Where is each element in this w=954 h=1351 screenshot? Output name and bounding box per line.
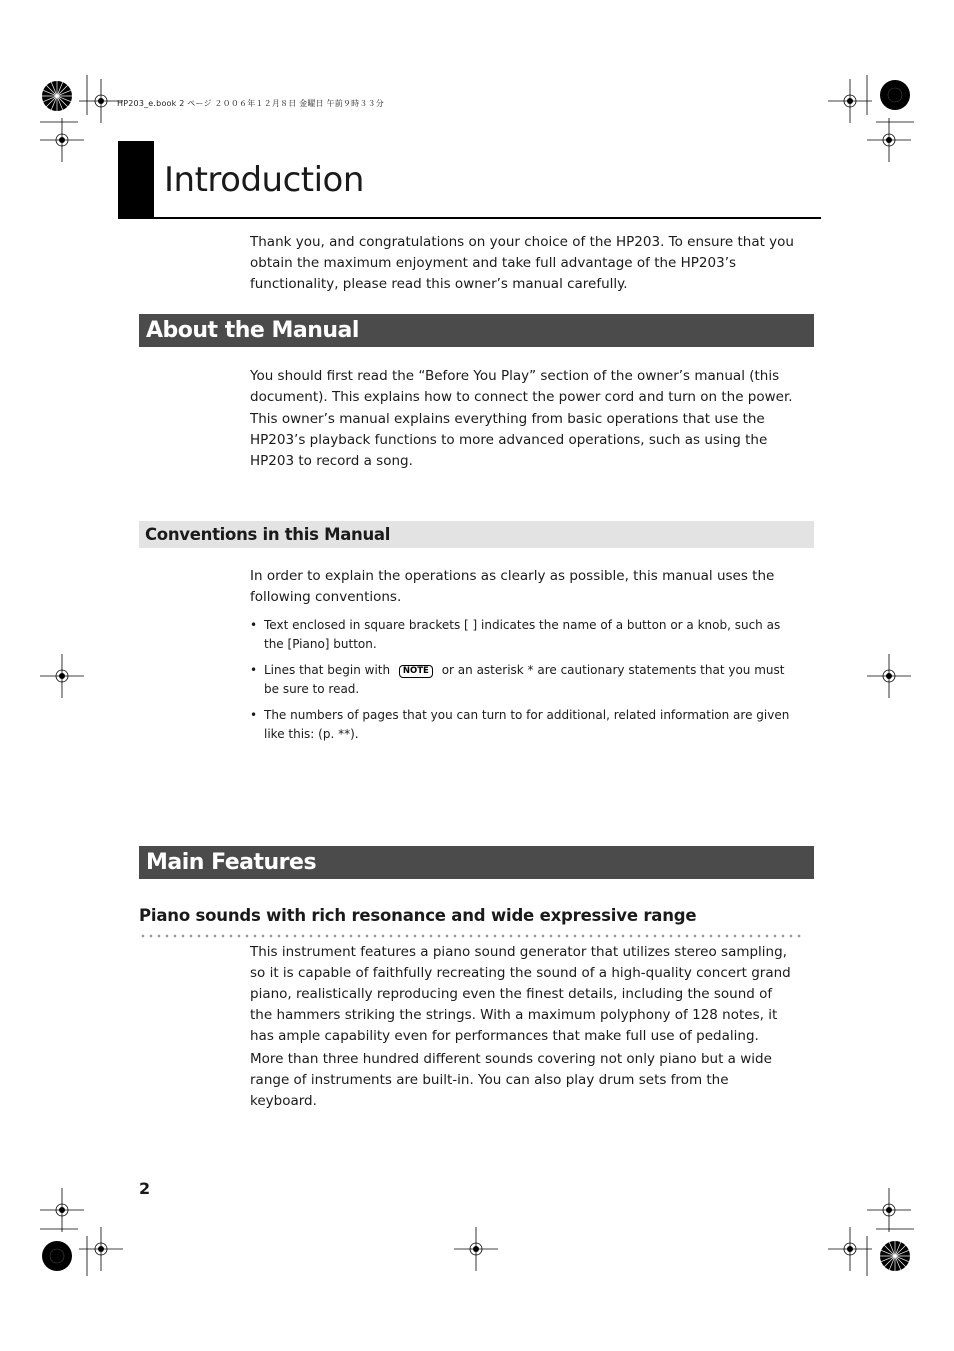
about-heading: About the Manual [146,318,359,343]
page-title: Introduction [164,160,364,200]
about-section-bar [139,314,814,347]
title-block-accent [118,141,154,219]
list-item [250,706,795,744]
conventions-heading: Conventions in this Manual [145,525,391,544]
features-paragraph-2: More than three hundred different sounds covering not only piano but a wide range of instruments are built-in. You can also play drum sets from the keyboard. [250,1051,772,1109]
bullet-text-start: Lines that begin with [264,663,391,677]
title-underline [118,217,821,219]
note-badge-icon: NOTE [399,665,433,678]
features-heading: Main Features [146,850,317,875]
piano-sounds-subheading: Piano sounds with rich resonance and wide expressive range [139,906,697,925]
about-paragraph-1: You should first read the “Before You Play” section of the owner’s manual (this document). This explains how to connect the power cord and turn on the power. [250,368,793,405]
bullet-icon: • [250,708,258,722]
bullet-text: Text enclosed in square brackets [ ] indicates the name of a button or a knob, such as the [Piano] button. [264,618,781,651]
intro-paragraph: Thank you, and congratulations on your choice of the HP203. To ensure that you obtain the maximum enjoyment and take full advantage of the HP203’s functionality, please read this owner’s manual carefully. [250,234,794,292]
conventions-list [250,616,795,751]
features-section-bar [139,846,814,879]
bullet-text-end: or an asterisk * are cautionary statements that you must be sure to read. [264,663,785,696]
file-info-header: HP203_e.book 2 ページ ２００６年１２月８日 金曜日 午前９時３３分 [117,99,384,108]
list-item [250,661,795,699]
page-number: 2 [139,1179,151,1198]
list-item [250,616,795,654]
features-paragraph-1: This instrument features a piano sound generator that utilizes stereo sampling, so it is capable of faithfully recreating the sound of a high-quality concert grand piano, realistically reproducing even the finest details, including the sound of the hammers striking the strings. With a maximum polyphony of 128 notes, it has ample capability even for performances that make full use of pedaling. [250,944,791,1044]
conventions-section-bar [139,521,814,548]
bullet-text: The numbers of pages that you can turn to for additional, related information are given like this: (p. **). [264,708,790,741]
bullet-icon: • [250,618,258,632]
dotted-divider [139,934,803,938]
bullet-icon: • [250,663,258,677]
about-paragraph-2: This owner’s manual explains everything from basic operations that use the HP203’s playback functions to more advanced operations, such as using the HP203 to record a song. [250,411,768,469]
conventions-intro: In order to explain the operations as clearly as possible, this manual uses the following conventions. [250,568,775,605]
